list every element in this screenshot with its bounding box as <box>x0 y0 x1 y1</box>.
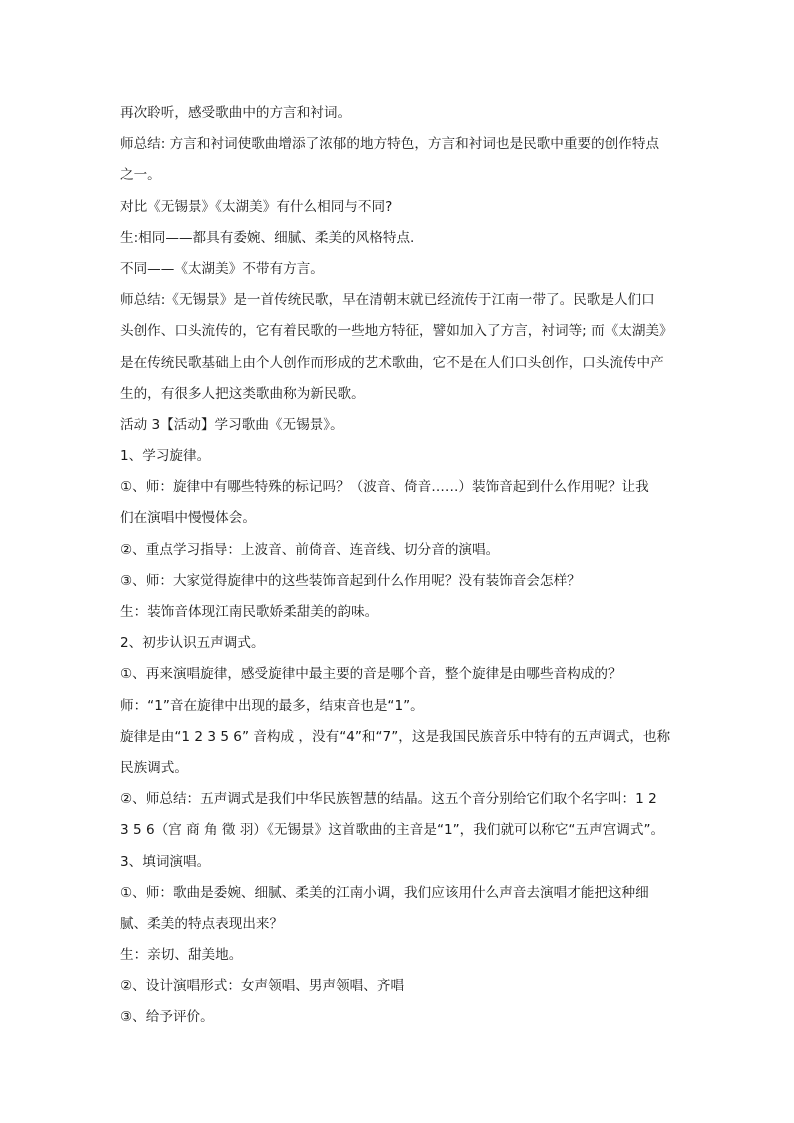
subsection-heading: 1、学习旋律。 <box>120 448 211 465</box>
text-line: 生:相同——都具有委婉、细腻、柔美的风格特点. <box>120 229 415 246</box>
text-line: ①、师：歌曲是委婉、细腻、柔美的江南小调，我们应该用什么声音去演唱才能把这种细 <box>120 884 649 901</box>
text-line: ②、师总结：五声调式是我们中华民族智慧的结晶。这五个音分别给它们取个名字叫：1 2 <box>120 791 657 808</box>
document-body <box>120 98 680 1034</box>
text-line: 腻、柔美的特点表现出来？ <box>120 915 284 932</box>
text-line: 师：“1”音在旋律中出现的最多，结束音也是“1”。 <box>120 697 424 714</box>
text-line: 们在演唱中慢慢体会。 <box>120 510 256 527</box>
text-line: 生：装饰音体现江南民歌娇柔甜美的韵味。 <box>120 604 379 620</box>
text-line: ①、师：旋律中有哪些特殊的标记吗？（波音、倚音……）装饰音起到什么作用呢？让我 <box>120 479 649 496</box>
text-line: ③、给予评价。 <box>120 1009 214 1026</box>
text-line: 民族调式。 <box>120 759 188 776</box>
text-line: 生：亲切、甜美地。 <box>120 947 243 964</box>
text-line: 生的，有很多人把这类歌曲称为新民歌。 <box>120 385 365 402</box>
text-line: 头创作、口头流传的，它有着民歌的一些地方特征，譬如加入了方言，衬词等; 而《太湖美》 <box>120 323 673 340</box>
section-heading: 活动 3【活动】学习歌曲《无锡景》。 <box>120 416 344 433</box>
text-line: ②、设计演唱形式：女声领唱、男声领唱、齐唱 <box>120 978 405 995</box>
subsection-heading: 3、填词演唱。 <box>120 853 211 870</box>
text-line: ①、再来演唱旋律，感受旋律中最主要的音是哪个音，整个旋律是由哪些音构成的？ <box>120 666 622 683</box>
text-line: 不同——《太湖美》不带有方言。 <box>120 260 324 277</box>
text-line: 再次聆听，感受歌曲中的方言和衬词。 <box>120 105 352 121</box>
text-line: 师总结: 方言和衬词使歌曲增添了浓郁的地方特色，方言和衬词也是民歌中重要的创作特点 <box>120 136 660 153</box>
text-line: 师总结:《无锡景》是一首传统民歌，早在清朝末就已经流传于江南一带了。民歌是人们口 <box>120 292 655 309</box>
text-line: 对比《无锡景》《太湖美》有什么相同与不同? <box>120 198 393 215</box>
text-line: 之一。 <box>120 167 161 184</box>
text-line: 是在传统民歌基础上由个人创作而形成的艺术歌曲，它不是在人们口头创作，口头流传中产 <box>120 354 664 371</box>
text-line: 3 5 6（宫 商 角 徵 羽）《无锡景》这首歌曲的主音是“1”，我们就可以称它“五声宫调式”。 <box>120 822 665 839</box>
subsection-heading: 2、初步认识五声调式。 <box>120 635 265 652</box>
text-line: ③、师：大家觉得旋律中的这些装饰音起到什么作用呢？没有装饰音会怎样？ <box>120 572 581 589</box>
text-line: ②、重点学习指导：上波音、前倚音、连音线、切分音的演唱。 <box>120 541 500 558</box>
text-line: 旋律是由“1 2 3 5 6” 音构成 ，没有“4”和“7”，这是我国民族音乐中特有的五声调式，也称 <box>120 728 671 745</box>
